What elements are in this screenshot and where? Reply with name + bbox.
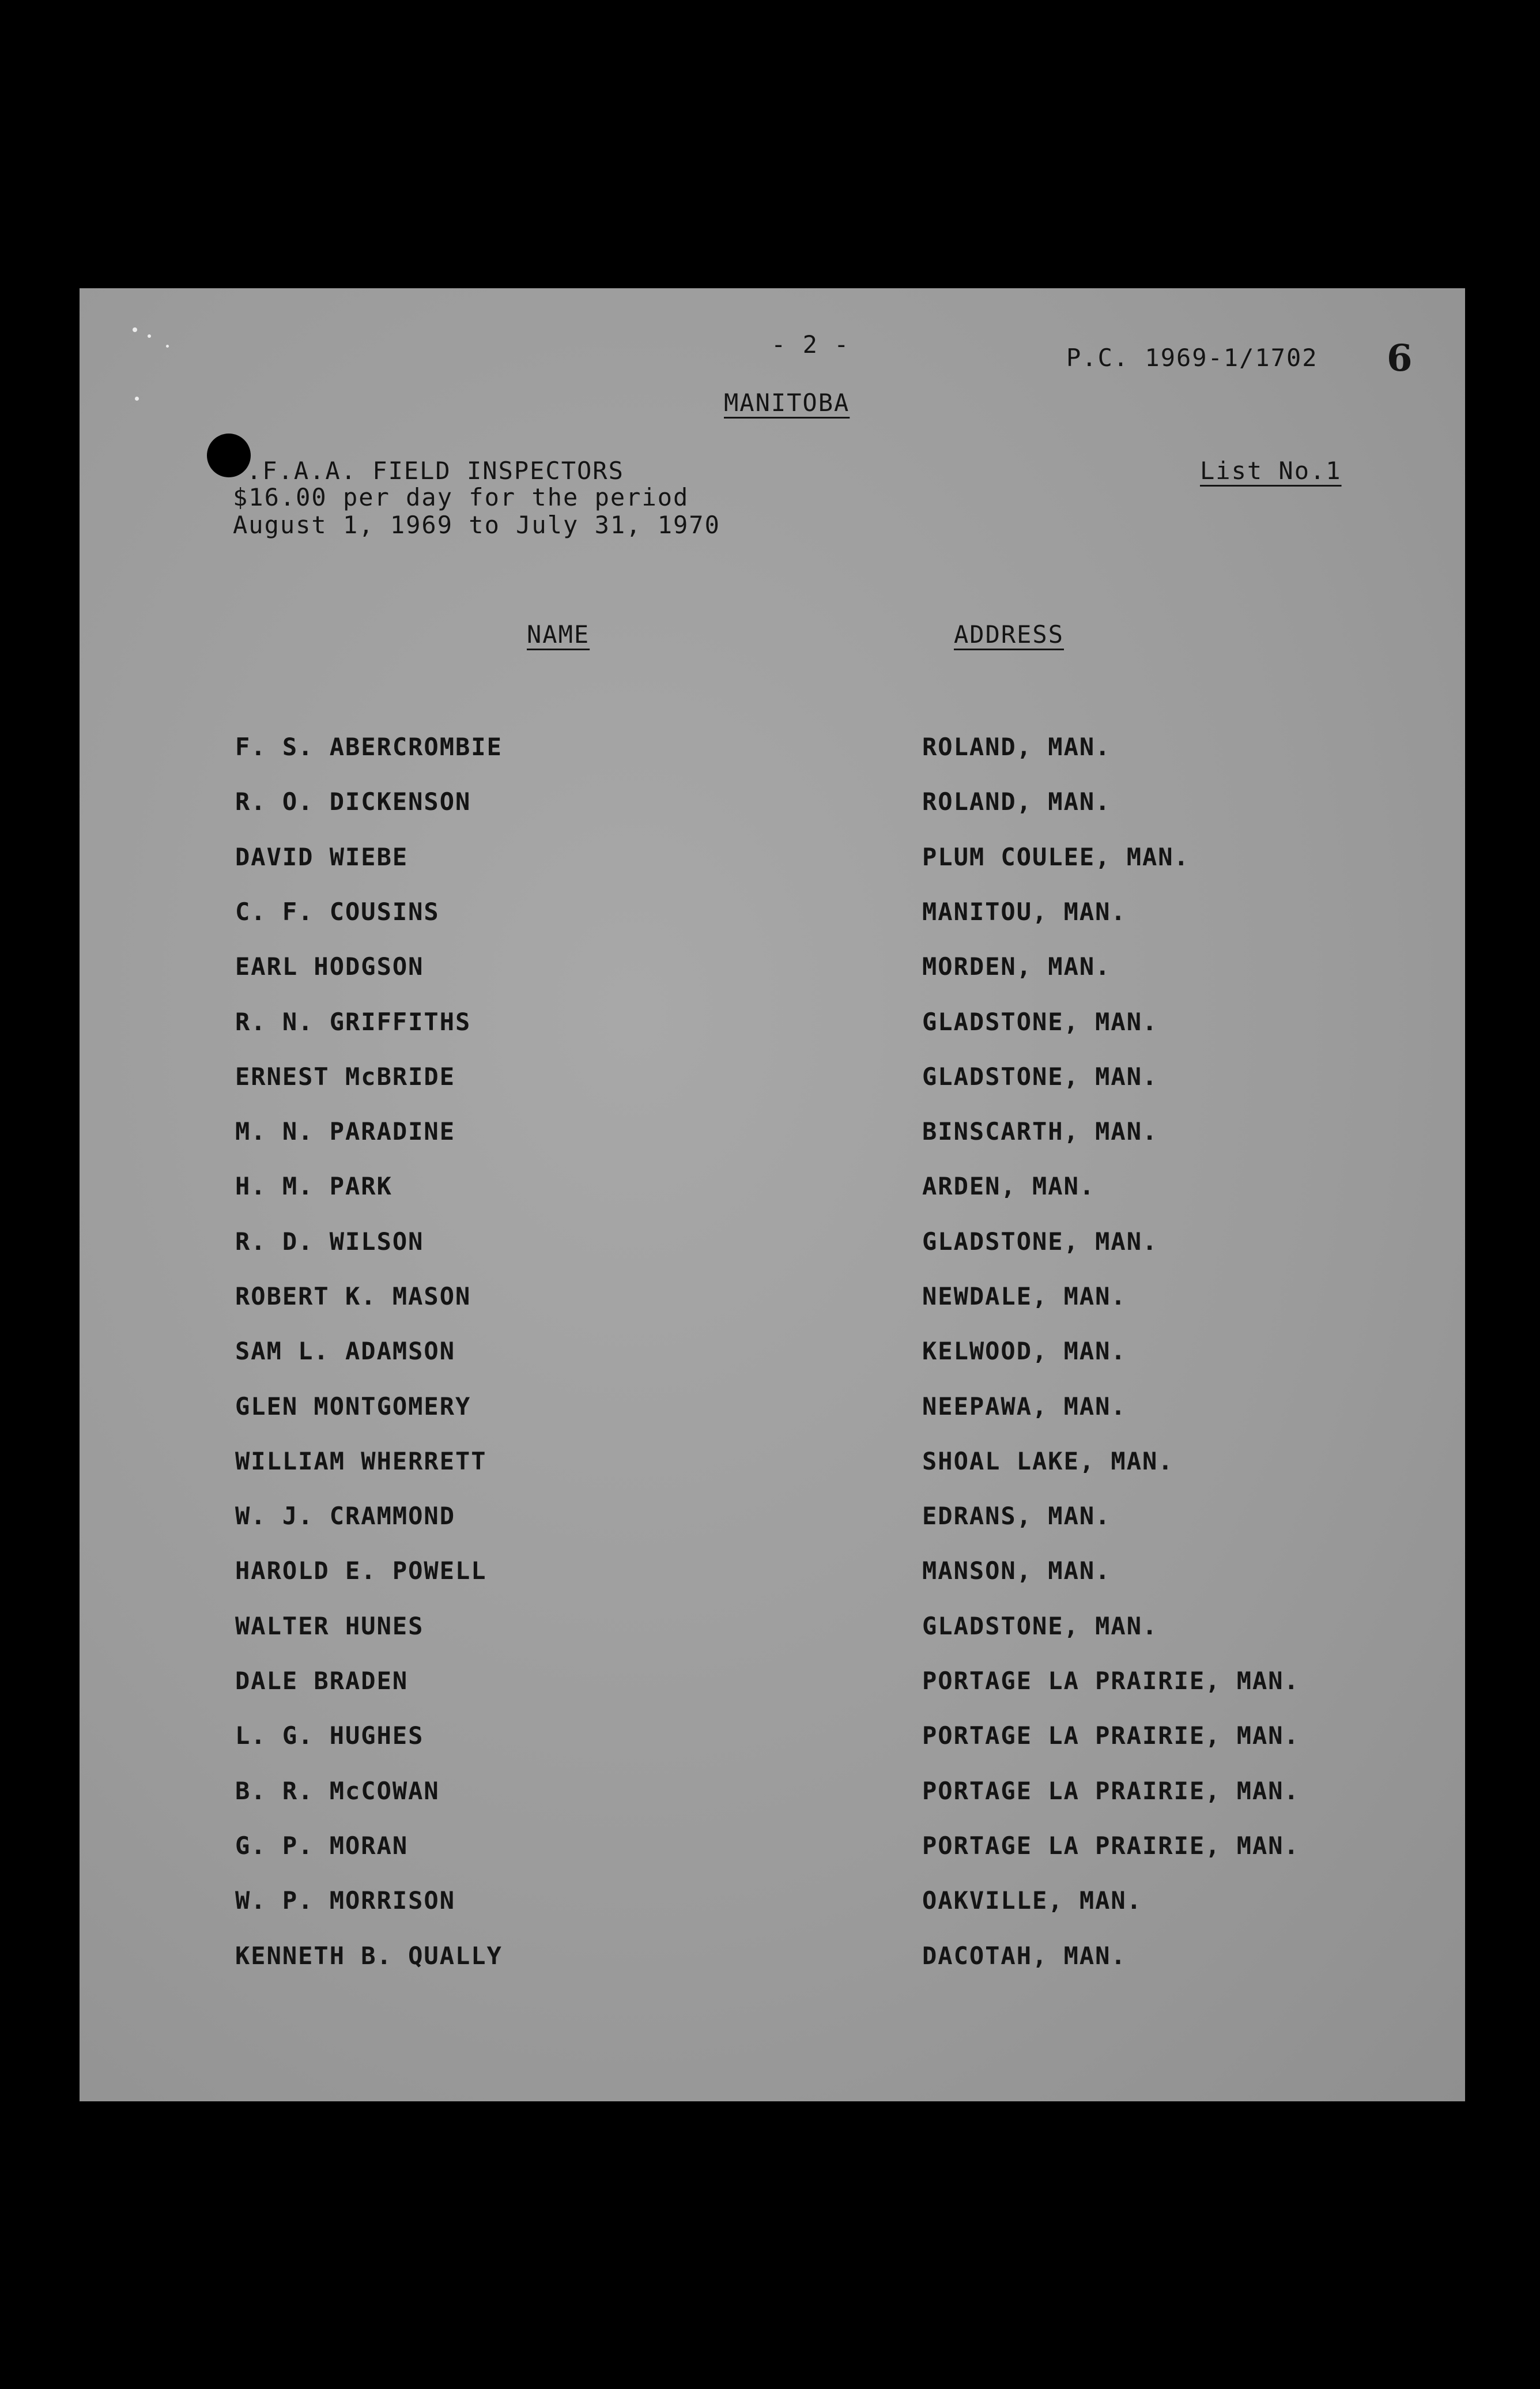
scan-speck	[166, 345, 169, 348]
inspector-address: NEWDALE, MAN.	[922, 1282, 1127, 1310]
inspector-address: ARDEN, MAN.	[922, 1172, 1096, 1200]
inspector-name: R. N. GRIFFITHS	[235, 1008, 471, 1036]
table-row	[80, 1284, 1465, 1313]
inspector-name: M. N. PARADINE	[235, 1117, 456, 1145]
inspector-address: EDRANS, MAN.	[922, 1502, 1111, 1530]
inspector-address: GLADSTONE, MAN.	[922, 1062, 1158, 1091]
document-page	[80, 288, 1465, 2101]
table-row	[80, 1392, 1465, 1423]
inspector-address: DACOTAH, MAN.	[922, 1942, 1127, 1970]
inspector-name: R. O. DICKENSON	[235, 787, 471, 816]
table-row	[80, 1669, 1465, 1698]
inspector-address: MANSON, MAN.	[922, 1557, 1111, 1585]
inspector-name: W. J. CRAMMOND	[235, 1502, 456, 1530]
inspector-name: EARL HODGSON	[235, 952, 424, 981]
inspector-name: GLEN MONTGOMERY	[235, 1392, 471, 1420]
inspector-name: KENNETH B. QUALLY	[235, 1942, 503, 1970]
inspector-name: HAROLD E. POWELL	[235, 1557, 487, 1585]
table-row	[80, 1010, 1465, 1039]
inspector-address: ROLAND, MAN.	[922, 787, 1111, 816]
table-row	[80, 1504, 1465, 1533]
table-row	[80, 1559, 1465, 1588]
table-row	[80, 1886, 1465, 1917]
inspector-address: PORTAGE LA PRAIRIE, MAN.	[922, 1667, 1300, 1695]
table-row	[80, 845, 1465, 874]
scan-speck	[135, 397, 139, 401]
inspector-address: GLADSTONE, MAN.	[922, 1227, 1158, 1256]
inspector-name: G. P. MORAN	[235, 1832, 409, 1860]
inspector-name: ROBERT K. MASON	[235, 1282, 471, 1310]
table-row	[80, 1449, 1465, 1478]
table-row	[80, 900, 1465, 929]
inspector-name: DAVID WIEBE	[235, 843, 409, 871]
inspector-address: PORTAGE LA PRAIRIE, MAN.	[922, 1777, 1300, 1805]
table-row	[80, 1944, 1465, 1973]
inspector-address: MORDEN, MAN.	[922, 952, 1111, 981]
inspector-name: WILLIAM WHERRETT	[235, 1447, 487, 1475]
inspector-address: GLADSTONE, MAN.	[922, 1008, 1158, 1036]
inspector-address: GLADSTONE, MAN.	[922, 1612, 1158, 1640]
inspector-address: NEEPAWA, MAN.	[922, 1392, 1127, 1420]
scan-speck	[148, 334, 151, 338]
inspector-name: B. R. McCOWAN	[235, 1777, 440, 1805]
page-mark: 6	[1387, 337, 1413, 380]
province-heading: MANITOBA	[724, 389, 850, 417]
inspector-name: L. G. HUGHES	[235, 1721, 424, 1750]
table-row	[80, 952, 1465, 984]
intro-line-3: August 1, 1969 to July 31, 1970	[233, 511, 720, 539]
inspector-name: DALE BRADEN	[235, 1667, 409, 1695]
table-row	[80, 1614, 1465, 1643]
table-row	[80, 735, 1465, 764]
inspector-address: ROLAND, MAN.	[922, 733, 1111, 761]
table-row	[80, 1779, 1465, 1808]
inspector-address: KELWOOD, MAN.	[922, 1337, 1127, 1365]
inspector-address: OAKVILLE, MAN.	[922, 1886, 1143, 1915]
table-row	[80, 787, 1465, 819]
column-header-name: NAME	[527, 620, 590, 649]
scan-speck	[133, 327, 137, 332]
table-row	[80, 1834, 1465, 1863]
order-reference: P.C. 1969-1/1702	[1066, 344, 1318, 372]
page-number: - 2 -	[771, 330, 850, 359]
inspector-name: R. D. WILSON	[235, 1227, 424, 1256]
column-header-address: ADDRESS	[954, 620, 1065, 649]
inspector-name: WALTER HUNES	[235, 1612, 424, 1640]
intro-line-2: $16.00 per day for the period	[233, 483, 689, 511]
inspector-address: PLUM COULEE, MAN.	[922, 843, 1190, 871]
inspector-name: F. S. ABERCROMBIE	[235, 733, 503, 761]
inspector-address: MANITOU, MAN.	[922, 898, 1127, 926]
table-row	[80, 1117, 1465, 1148]
intro-line-1: .F.A.A. FIELD INSPECTORS	[247, 457, 624, 485]
table-row	[80, 1174, 1465, 1203]
list-label: List No.1	[1200, 457, 1342, 485]
inspector-name: C. F. COUSINS	[235, 898, 440, 926]
inspector-address: PORTAGE LA PRAIRIE, MAN.	[922, 1832, 1300, 1860]
inspector-address: BINSCARTH, MAN.	[922, 1117, 1158, 1145]
inspector-name: W. P. MORRISON	[235, 1886, 456, 1915]
table-row	[80, 1062, 1465, 1094]
inspector-name: H. M. PARK	[235, 1172, 392, 1200]
punch-hole	[207, 434, 251, 477]
inspector-address: SHOAL LAKE, MAN.	[922, 1447, 1174, 1475]
table-row	[80, 1339, 1465, 1368]
inspector-address: PORTAGE LA PRAIRIE, MAN.	[922, 1721, 1300, 1750]
inspector-name: ERNEST McBRIDE	[235, 1062, 456, 1091]
table-row	[80, 1721, 1465, 1753]
table-row	[80, 1227, 1465, 1258]
inspector-name: SAM L. ADAMSON	[235, 1337, 456, 1365]
